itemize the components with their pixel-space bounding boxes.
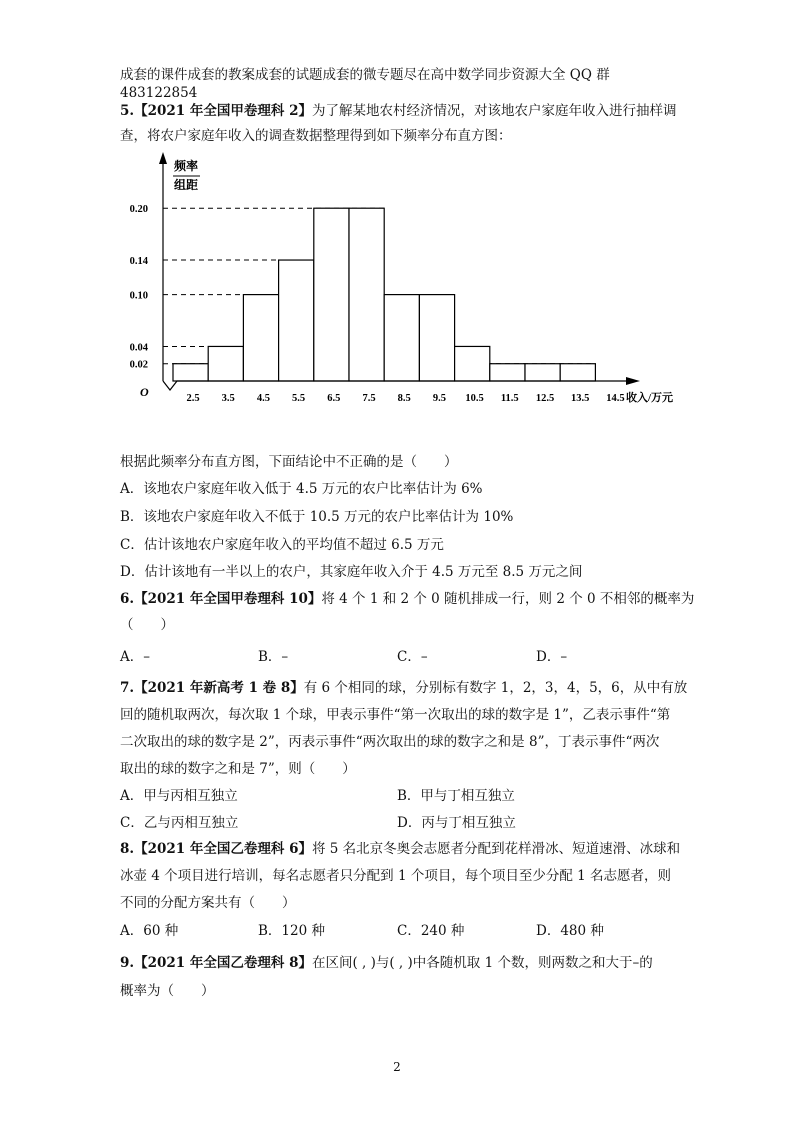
histogram-bar-4 — [279, 260, 314, 381]
question-5-option-d: D．估计该地有一半以上的农户，其家庭年收入介于 4.5 万元至 8.5 万元之间 — [120, 564, 583, 580]
x-tick-label: 4.5 — [256, 393, 270, 404]
question-7-stem-3: 二次取出的球的数字是 2”，丙表示事件“两次取出的球的数字之和是 8”，丁表示事件“两次 — [120, 734, 660, 750]
question-7-line-1 — [120, 679, 687, 697]
histogram-bar-2 — [208, 346, 243, 381]
origin-label: O — [140, 385, 149, 399]
histogram-bar-3 — [243, 295, 278, 381]
question-8-stem-2: 冰壶 4 个项目进行培训，每名志愿者只分配到 1 个项目，每个项目至少分配 1 名志愿者，则 — [120, 868, 672, 884]
question-6-option-a: A．– — [120, 649, 150, 665]
question-5-stem-2: 查，将农户家庭年收入的调查数据整理得到如下频率分布直方图： — [120, 128, 512, 144]
question-9-tag: 9.【2021 年全国乙卷理科 8】 — [120, 955, 312, 971]
question-8-option-a: A．60 种 — [120, 923, 179, 939]
question-7-stem-4: 取出的球的数字之和是 7”，则（ ） — [120, 761, 356, 777]
question-7-stem-2: 回的随机取两次，每次取 1 个球，甲表示事件“第一次取出的球的数字是 1”，乙表示事件“第 — [120, 707, 671, 723]
x-tick-label: 5.5 — [292, 393, 306, 404]
x-tick-label: 14.5 — [606, 393, 625, 404]
question-6-option-d: D．– — [536, 649, 568, 665]
question-8-option-d: D．480 种 — [536, 923, 604, 939]
x-tick-label: 7.5 — [362, 393, 376, 404]
x-tick-label: 12.5 — [535, 393, 555, 404]
x-tick-label: 10.5 — [465, 393, 484, 404]
header-line-2: 483122854 — [120, 85, 198, 101]
question-5-option-c: C．估计该地农户家庭年收入的平均值不超过 6.5 万元 — [120, 537, 444, 553]
x-axis — [163, 381, 628, 390]
y-tick-label: 0.04 — [129, 342, 148, 354]
question-6-option-c: C．– — [397, 649, 428, 665]
page-number: 2 — [393, 1060, 401, 1074]
question-8-stem-3: 不同的分配方案共有（ ） — [120, 895, 296, 911]
question-9-stem-1: 在区间( , )与( , )中各随机取 1 个数，则两数之和大于–的 — [311, 955, 653, 971]
question-6-line-1 — [120, 590, 694, 608]
histogram-bar-10 — [490, 364, 525, 381]
question-5-option-a: A．该地农户家庭年收入低于 4.5 万元的农户比率估计为 6% — [120, 481, 483, 497]
x-axis-label: 收入/万元 — [626, 392, 674, 404]
y-label-top: 频率 — [173, 159, 199, 173]
question-8-line-1 — [120, 840, 680, 858]
question-9-stem-2: 概率为（ ） — [120, 983, 215, 999]
question-5-stem-1: 为了解某地农村经济情况，对该地农户家庭年收入进行抽样调 — [311, 103, 677, 119]
histogram-bar-12 — [560, 364, 595, 381]
question-6-stem-2: （ ） — [120, 617, 174, 633]
y-tick-label: 0.02 — [129, 359, 148, 371]
question-7-tag: 7.【2021 年新高考 1 卷 8】 — [120, 680, 304, 696]
histogram-bar-6 — [349, 208, 384, 381]
y-tick-label: 0.10 — [129, 290, 148, 302]
y-tick-labels — [130, 204, 149, 371]
histogram-bar-1 — [173, 364, 208, 381]
question-6-tag: 6.【2021 年全国甲卷理科 10】 — [120, 591, 322, 607]
histogram-bar-7 — [384, 295, 419, 381]
histogram-bar-8 — [419, 295, 454, 381]
question-8-stem-1: 将 5 名北京冬奥会志愿者分配到花样滑冰、短道速滑、冰球和 — [311, 841, 681, 857]
histogram-bar-5 — [314, 208, 349, 381]
question-5-prompt: 根据此频率分布直方图，下面结论中不正确的是（ ） — [120, 454, 458, 470]
histogram-bar-11 — [525, 364, 560, 381]
question-7-option-c: C．乙与丙相互独立 — [120, 815, 239, 831]
x-axis-arrow — [626, 377, 640, 385]
y-label-bottom: 组距 — [173, 178, 199, 192]
question-8-option-b: B．120 种 — [258, 923, 325, 939]
x-tick-label: 9.5 — [432, 393, 446, 404]
question-6-stem-1: 将 4 个 1 和 2 个 0 随机排成一行，则 2 个 0 不相邻的概率为 — [321, 591, 695, 607]
question-7-option-d: D．丙与丁相互独立 — [397, 815, 516, 831]
question-6-option-b: B．– — [258, 649, 289, 665]
question-5-line-1 — [120, 102, 676, 120]
y-axis-arrow — [159, 152, 167, 164]
question-7-stem-1: 有 6 个相同的球，分别标有数字 1，2，3，4，5，6，从中有放 — [303, 680, 688, 696]
question-7-option-b: B．甲与丁相互独立 — [397, 788, 515, 804]
x-tick-labels — [186, 393, 624, 404]
y-tick-label: 0.14 — [129, 256, 148, 268]
y-tick-label: 0.20 — [129, 204, 148, 216]
x-tick-label: 2.5 — [186, 393, 200, 404]
question-5-option-b: B．该地农户家庭年收入不低于 10.5 万元的农户比率估计为 10% — [120, 509, 514, 525]
header-line-1: 成套的课件成套的教案成套的试题成套的微专题尽在高中数学同步资源大全 QQ 群 — [120, 67, 610, 83]
question-8-tag: 8.【2021 年全国乙卷理科 6】 — [120, 841, 312, 857]
x-tick-label: 13.5 — [571, 393, 590, 404]
histogram-svg — [118, 150, 688, 415]
x-tick-label: 11.5 — [500, 393, 519, 404]
question-9-line-1 — [120, 954, 653, 972]
question-5-tag: 5.【2021 年全国甲卷理科 2】 — [120, 103, 312, 119]
question-8-option-c: C．240 种 — [397, 923, 465, 939]
x-tick-label: 3.5 — [221, 393, 235, 404]
histogram-bar-9 — [455, 346, 490, 381]
question-7-option-a: A．甲与丙相互独立 — [120, 788, 238, 804]
x-tick-label: 6.5 — [327, 393, 341, 404]
x-tick-label: 8.5 — [397, 393, 411, 404]
frequency-histogram — [118, 150, 688, 415]
